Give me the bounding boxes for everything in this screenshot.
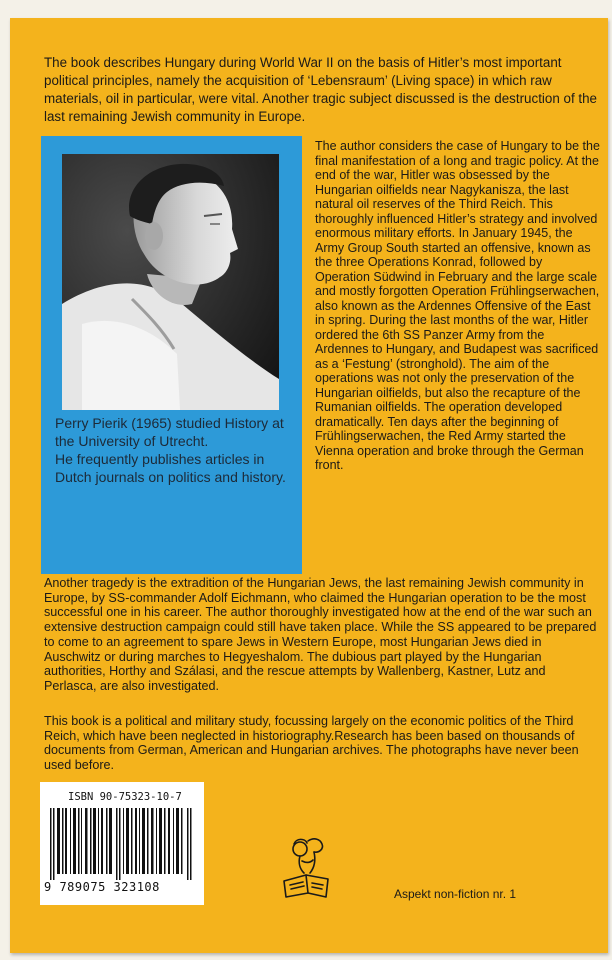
jewish-community-paragraph: Another tragedy is the extradition of the Hungarian Jews, the last remaining Jewish community in Europe, by SS-commander Adolf Eichmann, who claimed the Hungarian operation to be the most successful one in his career. The author thoroughly investigated how at the end of the war such an extensive destruction campaign could still have taken place. While the SS appeared to be prepared to come to an agreement to spare Jews in Western Europe, most Hungarian Jews died in Auschwitz or during marches to Hegyeshalom. The dubious part played by the Hungarian authorities, Horthy and Szálasi, and the rescue attempts by Wallenberg, Kastner, Lutz and Perlasca, are also investigated.	[44, 576, 597, 693]
intro-paragraph: The book describes Hungary during World War II on the basis of Hitler’s most important political principles, namely the acquisition of ‘Lebensraum’ (Living space) in which raw materials, oil in particular, were vital. Another tragic subject discussed is the destruction of the last remaining Jewish community in Europe.	[44, 55, 598, 124]
author-bio	[55, 414, 295, 486]
author-bio-line-1: Perry Pierik (1965) studied History at the University of Utrecht.	[55, 415, 284, 449]
ean-digits: 9 789075 323108	[44, 880, 160, 894]
hungary-oil-paragraph: The author considers the case of Hungary to be the final manifestation of a long and tragic policy. At the end of the war, Hitler was obsessed by the Hungarian oilfields near Nagykanisza, the last natural oil reserves of the Third Reich. This thoroughly influenced Hitler’s strategy and involved enormous military efforts. In January 1945, the Army Group South started an offensive, known as the three Operations Konrad, followed by Operation Südwind in February and the large scale and mostly forgotten Operation Frühlingserwachen, also known as the Ardennes Offensive of the East in spring. During the last months of the war, Hitler ordered the 6th SS Panzer Army from the Ardennes to Hungary, and Budapest was sacrificed as a ‘Festung’ (stronghold). The aim of the operations was not only the preservation of the Hungarian oilfields, but also the recapture of the Rumanian oilfields. The operation developed dramatically. Ten days after the beginning of Frühlingserwachen, the Red Army started the Vienna operation and broke through the German front.	[315, 139, 600, 472]
author-bio-box	[41, 136, 302, 574]
barcode-bars	[50, 808, 194, 880]
publisher-logo-icon	[278, 835, 338, 899]
author-photo	[62, 154, 279, 410]
barcode-box	[40, 782, 204, 905]
study-summary-paragraph: This book is a political and military study, focussing largely on the economic politics of the Third Reich, which have been neglected in historiography.Research has been based on thousands of documents from German, American and Hungarian archives. The photographs have never been used before.	[44, 714, 579, 773]
isbn-text: ISBN 90-75323-10-7	[68, 791, 182, 803]
back-cover	[10, 18, 608, 953]
series-label: Aspekt non-fiction nr. 1	[394, 887, 517, 901]
author-bio-line-2: He frequently publishes articles in Dutch journals on politics and history.	[55, 451, 286, 485]
